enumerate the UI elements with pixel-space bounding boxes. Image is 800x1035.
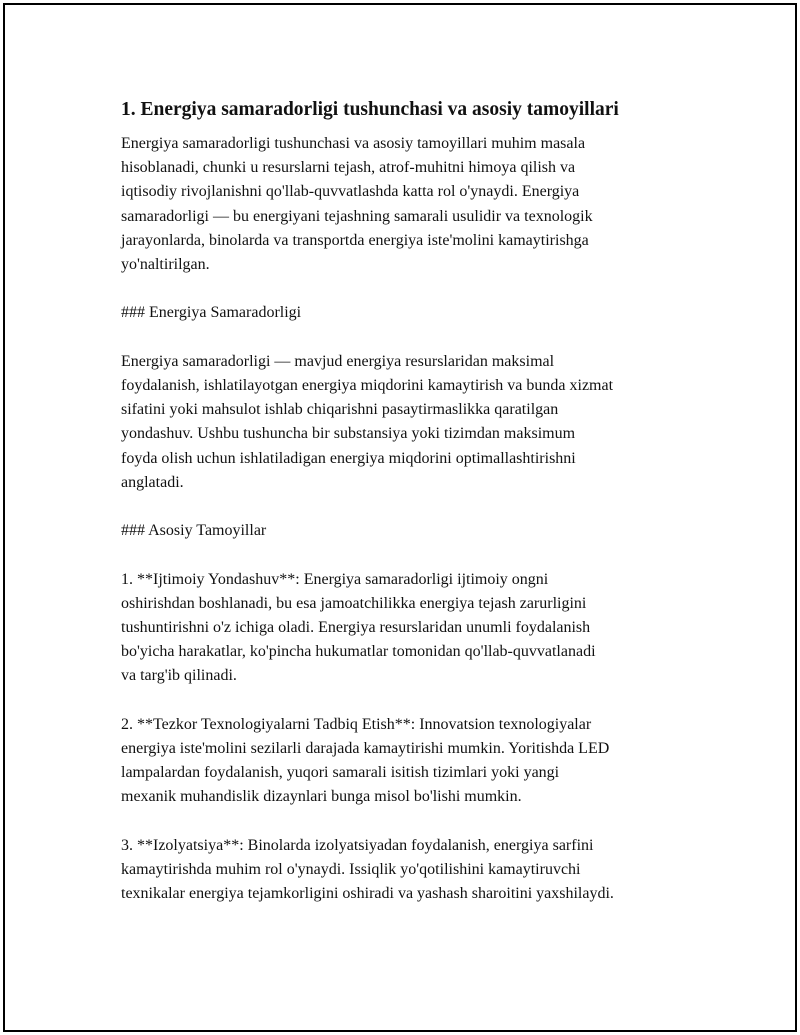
definition-paragraph: Energiya samaradorligi — mavjud energiya resurslaridan maksimal foydalanish, ishlatilayotgan energiya miqdorini kamaytirish va bunda xizmat sifatini yoki mahsulot ishlab chiqarishni pasaytirmaslikka qaratilgan yondashuv. Ushbu tushuncha bir substansiya yoki tizimdan maksimum foyda olish uchun ishlatiladigan energiya miqdorini optimallashtirishni anglatadi. bbox=[121, 352, 614, 491]
principle-item-2: 2. **Tezkor Texnologiyalarni Tadbiq Etish**: Innovatsion texnologiyalar energiya iste'molini sezilarli darajada kamaytirishi mumkin. Yoritishda LED lampalardan foydalanish, yuqori samarali isitish tizimlari yoki yangi mexanik muhandislik dizaynlari bunga misol bo'lishi mumkin. bbox=[121, 715, 610, 806]
document-title: 1. Energiya samaradorligi tushunchasi va asosiy tamoyillari bbox=[121, 99, 619, 120]
principle-item-1: 1. **Ijtimoiy Yondashuv**: Energiya samaradorligi ijtimoiy ongni oshirishdan boshlanadi, bu esa jamoatchilikka energiya tejash zarurligini tushuntirishni o'z ichiga oladi. Energiya resurslaridan unumli foydalanish bo'yicha harakatlar, ko'pincha hukumatlar tomonidan qo'llab-quvvatlanadi va targ'ib qilinadi. bbox=[121, 570, 596, 685]
intro-paragraph: Energiya samaradorligi tushunchasi va asosiy tamoyillari muhim masala hisoblanadi, chunki u resurslarni tejash, atrof-muhitni himoya qilish va iqtisodiy rivojlanishni qo'llab-quvvatlashda katta rol o'ynaydi. Energiya samaradorligi — bu energiyani tejashning samarali usulidir va texnologik jarayonlarda, binolarda va transportda energiya iste'molini kamaytirishga yo'naltirilgan. bbox=[121, 135, 593, 274]
principle-item-3: 3. **Izolyatsiya**: Binolarda izolyatsiyadan foydalanish, energiya sarfini kamaytirishda muhim rol o'ynaydi. Issiqlik yo'qotilishini kamaytiruvchi texnikalar energiya tejamkorligini oshiradi va yashash sharoitini yaxshilaydi. bbox=[121, 836, 614, 903]
section-heading-principles: ### Asosiy Tamoyillar bbox=[121, 522, 267, 540]
document-body bbox=[121, 97, 701, 906]
page-frame bbox=[3, 3, 797, 1032]
section-heading-energy-efficiency: ### Energiya Samaradorligi bbox=[121, 304, 302, 322]
